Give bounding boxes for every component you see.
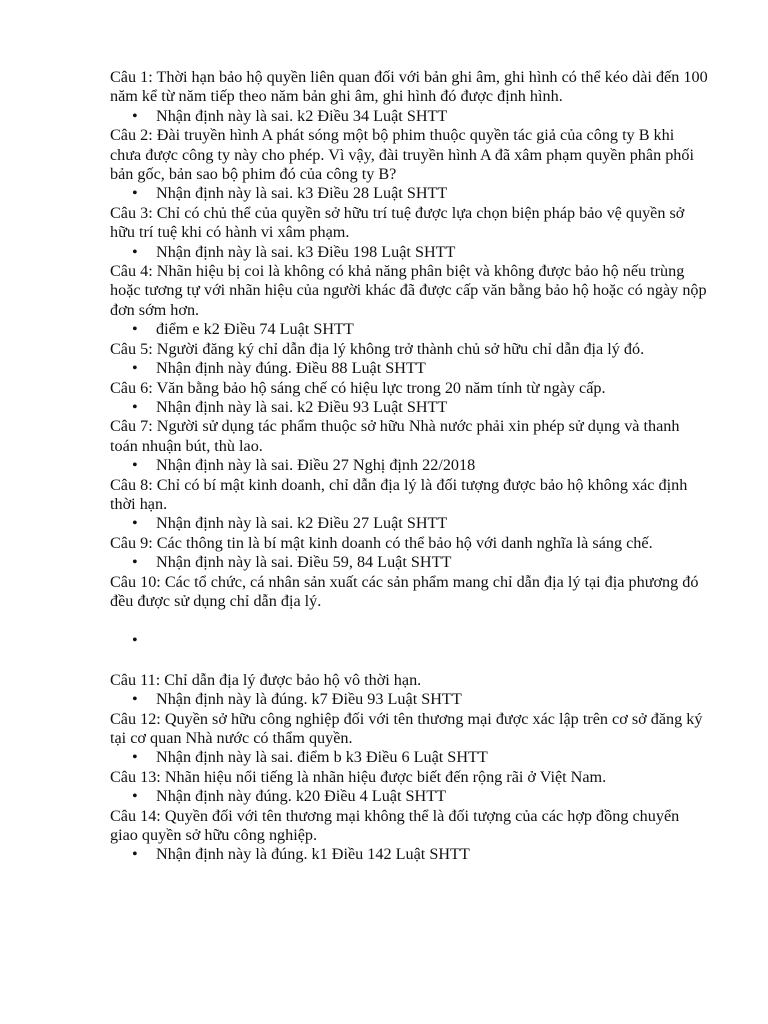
answer-11	[110, 690, 708, 709]
answer-text: Nhận định này là sai. k2 Điều 93 Luật SHTT	[156, 397, 448, 416]
question-11: Câu 11: Chỉ dẫn địa lý được bảo hộ vô thời hạn.	[110, 670, 422, 689]
question-7: Câu 7: Người sử dụng tác phẩm thuộc sở hữu Nhà nước phải xin phép sử dụng và thanh toán nhuận bút, thù lao.	[110, 417, 680, 455]
answer-text: Nhận định này là sai. Điều 59, 84 Luật SHTT	[156, 553, 452, 572]
answer-text: Nhận định này là sai. điểm b k3 Điều 6 Luật SHTT	[156, 748, 488, 767]
bullet-icon: •	[132, 397, 138, 416]
bullet-icon: •	[132, 242, 138, 261]
question-12: Câu 12: Quyền sở hữu công nghiệp đối với tên thương mại được xác lập trên cơ sở đăng ký tại cơ quan Nhà nước có thẩm quyền.	[110, 709, 703, 747]
document-page	[110, 68, 708, 865]
answer-text: điểm e k2 Điều 74 Luật SHTT	[156, 320, 354, 339]
answer-3	[110, 243, 708, 262]
question-14: Câu 14: Quyền đối với tên thương mại không thể là đối tượng của các hợp đồng chuyển giao quyền sở hữu công nghiệp.	[110, 806, 680, 845]
answer-text: Nhận định này đúng. Điều 88 Luật SHTT	[156, 359, 426, 378]
question-1: Câu 1: Thời hạn bảo hộ quyền liên quan đối với bản ghi âm, ghi hình có thể kéo dài đến 100 năm kể từ năm tiếp theo năm bản ghi âm, ghi hình đó được định hình.	[110, 68, 708, 106]
answer-9	[110, 553, 708, 572]
bullet-icon: •	[132, 359, 138, 378]
answer-6	[110, 398, 708, 417]
answer-12	[110, 748, 708, 767]
answer-text: Nhận định này là đúng. k7 Điều 93 Luật SHTT	[156, 690, 462, 709]
answer-14	[110, 845, 708, 864]
bullet-icon: •	[132, 320, 138, 339]
bullet-icon: •	[132, 514, 138, 533]
answer-text: Nhận định này là sai. k3 Điều 28 Luật SHTT	[156, 184, 448, 203]
answer-8	[110, 514, 708, 533]
answer-text: Nhận định này là sai. k2 Điều 27 Luật SHTT	[156, 514, 448, 533]
question-10: Câu 10: Các tổ chức, cá nhân sản xuất các sản phẩm mang chỉ dẫn địa lý tại địa phương đó đều được sử dụng chỉ dẫn địa lý.	[110, 572, 699, 610]
answer-5	[110, 359, 708, 378]
bullet-icon: •	[132, 845, 138, 864]
answer-10	[110, 631, 708, 650]
bullet-icon: •	[132, 106, 138, 125]
bullet-icon: •	[132, 787, 138, 806]
answer-7	[110, 456, 708, 475]
answer-13	[110, 787, 708, 806]
answer-text: Nhận định này là đúng. k1 Điều 142 Luật SHTT	[156, 845, 470, 864]
question-5: Câu 5: Người đăng ký chỉ dẫn địa lý không trở thành chủ sở hữu chỉ dẫn địa lý đó.	[110, 339, 645, 358]
bullet-icon: •	[132, 631, 138, 650]
question-4: Câu 4: Nhãn hiệu bị coi là không có khả năng phân biệt và không được bảo hộ nếu trùng hoặc tương tự với nhãn hiệu của người khác đã được cấp văn bằng bảo hộ hoặc có ngày nộp đơn sớm hơn.	[110, 262, 707, 319]
question-9: Câu 9: Các thông tin là bí mật kinh doanh có thể bảo hộ với danh nghĩa là sáng chế.	[110, 533, 653, 552]
question-13: Câu 13: Nhãn hiệu nổi tiếng là nhãn hiệu được biết đến rộng rãi ở Việt Nam.	[110, 767, 607, 786]
answer-text: Nhận định này là sai. k3 Điều 198 Luật SHTT	[156, 242, 456, 261]
question-2: Câu 2: Đài truyền hình A phát sóng một bộ phim thuộc quyền tác giả của công ty B khi chưa được công ty này cho phép. Vì vậy, đài truyền hình A đã xâm phạm quyền phân phối bản gốc, bản sao bộ phim đó của công ty B?	[110, 126, 694, 184]
bullet-icon: •	[132, 456, 138, 475]
answer-2	[110, 184, 708, 203]
bullet-icon: •	[132, 690, 138, 709]
answer-text: Nhận định này là sai. Điều 27 Nghị định 22/2018	[156, 456, 476, 475]
answer-text: Nhận định này là sai. k2 Điều 34 Luật SHTT	[156, 106, 448, 125]
question-8: Câu 8: Chỉ có bí mật kinh doanh, chỉ dẫn địa lý là đối tượng được bảo hộ không xác định thời hạn.	[110, 475, 688, 513]
answer-text: Nhận định này đúng. k20 Điều 4 Luật SHTT	[156, 787, 446, 806]
bullet-icon: •	[132, 748, 138, 767]
bullet-icon: •	[132, 553, 138, 572]
answer-1	[110, 107, 708, 126]
bullet-icon: •	[132, 184, 138, 203]
question-6: Câu 6: Văn bằng bảo hộ sáng chế có hiệu lực trong 20 năm tính từ ngày cấp.	[110, 378, 606, 397]
question-3: Câu 3: Chỉ có chủ thể của quyền sở hữu trí tuệ được lựa chọn biện pháp bảo vệ quyền sở hữu trí tuệ khi có hành vi xâm phạm.	[110, 203, 685, 242]
answer-4	[110, 320, 708, 339]
